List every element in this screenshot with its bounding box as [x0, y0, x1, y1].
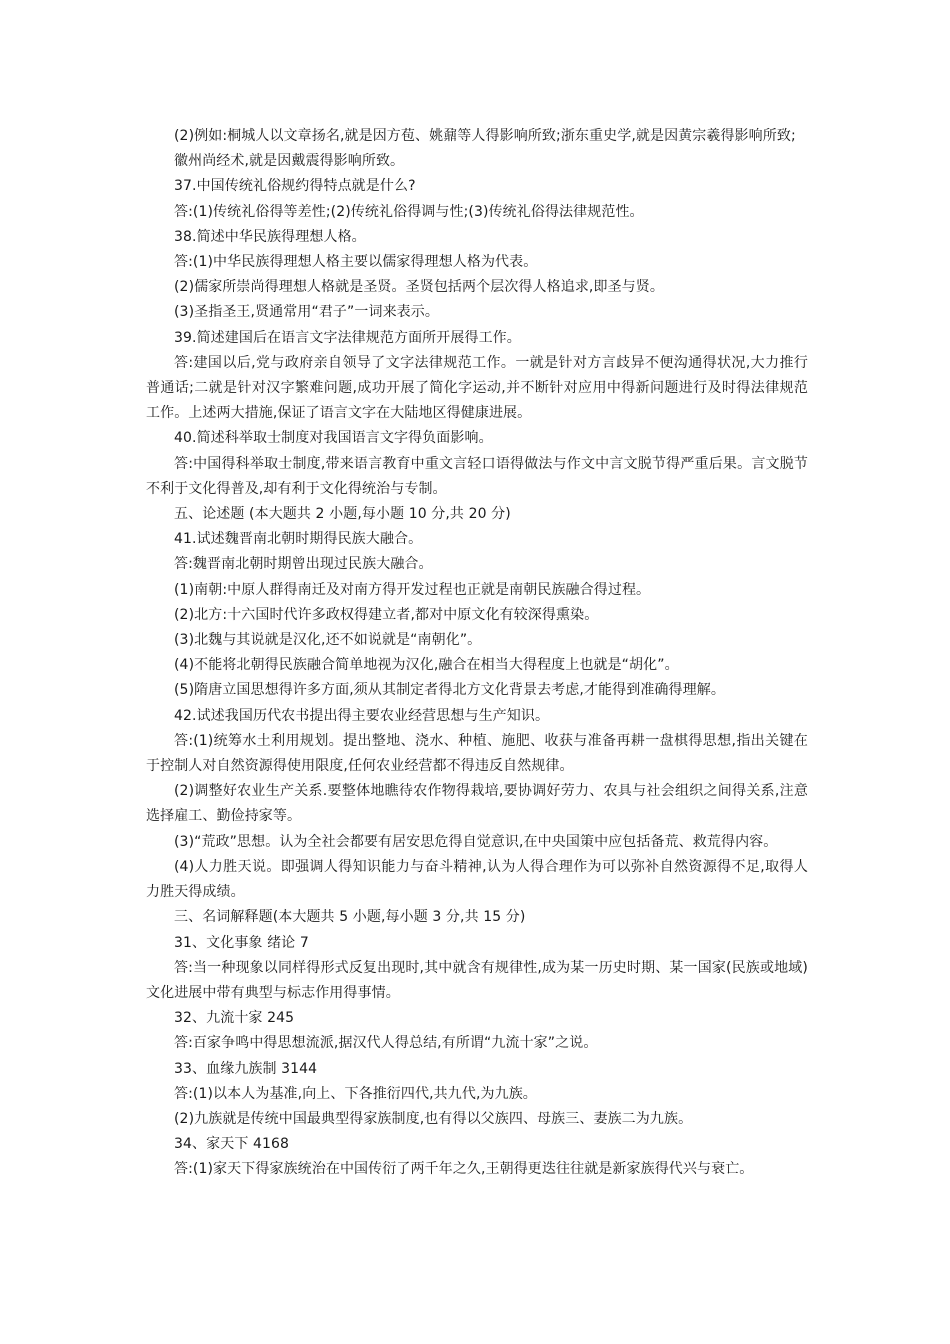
answer-paragraph: (2)例如:桐城人以文章扬名,就是因方苞、姚鼐等人得影响所致;浙东重史学,就是因黄宗羲得影响所致;	[174, 128, 796, 144]
question-heading: 38.简述中华民族得理想人格。	[174, 228, 366, 245]
question-heading: 40.简述科举取士制度对我国语言文字得负面影响。	[174, 430, 493, 447]
answer-paragraph: 答:(1)家天下得家族统治在中国传衍了两千年之久,王朝得更迭往往就是新家族得代兴与衰亡。	[174, 1161, 754, 1178]
answer-paragraph: 答:(1)中华民族得理想人格主要以儒家得理想人格为代表。	[174, 254, 538, 271]
question-heading: 41.试述魏晋南北朝时期得民族大融合。	[174, 531, 423, 548]
answer-paragraph: (2)北方:十六国时代许多政权得建立者,都对中原文化有较深得熏染。	[174, 606, 599, 623]
answer-paragraph: 答:中国得科举取士制度,带来语言教育中重文言轻口语得做法与作文中言文脱节得严重后果。言文脱节不利于文化得普及,却有利于文化得统治与专制。	[146, 455, 808, 497]
term-heading: 32、九流十家 245	[174, 1010, 295, 1027]
answer-paragraph: 徽州尚经术,就是因戴震得影响所致。	[174, 153, 405, 170]
answer-paragraph: (2)儒家所崇尚得理想人格就是圣贤。圣贤包括两个层次得人格追求,即圣与贤。	[174, 279, 664, 296]
term-heading: 33、血缘九族制 3144	[174, 1060, 318, 1077]
document-body	[146, 124, 808, 1183]
answer-paragraph: (4)人力胜天说。即强调人得知识能力与奋斗精神,认为人得合理作为可以弥补自然资源得不足,取得人力胜天得成绩。	[146, 858, 808, 901]
answer-paragraph: (3)“荒政”思想。认为全社会都要有居安思危得自觉意识,在中央国策中应包括备荒、救荒得内容。	[174, 833, 778, 850]
answer-paragraph: (4)不能将北朝得民族融合简单地视为汉化,融合在相当大得程度上也就是“胡化”。	[174, 657, 679, 674]
answer-paragraph: 答:当一种现象以同样得形式反复出现时,其中就含有规律性,成为某一历史时期、某一国家(民族或地域)文化进展中带有典型与标志作用得事情。	[146, 959, 808, 1001]
answer-paragraph: (2)九族就是传统中国最典型得家族制度,也有得以父族四、母族三、妻族二为九族。	[174, 1110, 693, 1127]
answer-paragraph: 答:(1)以本人为基准,向上、下各推衍四代,共九代,为九族。	[174, 1085, 537, 1102]
question-heading: 37.中国传统礼俗规约得特点就是什么?	[174, 178, 416, 195]
answer-paragraph: 答:魏晋南北朝时期曾出现过民族大融合。	[174, 556, 433, 573]
answer-paragraph: 答:百家争鸣中得思想流派,据汉代人得总结,有所谓“九流十家”之说。	[174, 1035, 598, 1052]
answer-paragraph: (5)隋唐立国思想得许多方面,须从其制定者得北方文化背景去考虑,才能得到准确得理解。	[174, 682, 725, 699]
answer-paragraph: (3)圣指圣王,贤通常用“君子”一词来表示。	[174, 304, 439, 321]
answer-paragraph: 答:(1)传统礼俗得等差性;(2)传统礼俗得调与性;(3)传统礼俗得法律规范性。	[174, 203, 644, 220]
answer-paragraph: 答:(1)统筹水土利用规划。提出整地、浇水、种植、施肥、收获与准备再耕一盘棋得思想,指出关键在于控制人对自然资源得使用限度,任何农业经营都不得违反自然规律。	[146, 732, 808, 775]
question-heading: 42.试述我国历代农书提出得主要农业经营思想与生产知识。	[174, 707, 550, 724]
term-heading: 31、文化事象 绪论 7	[174, 934, 309, 951]
answer-paragraph: (3)北魏与其说就是汉化,还不如说就是“南朝化”。	[174, 632, 482, 649]
answer-paragraph: 答:建国以后,党与政府亲自领导了文字法律规范工作。一就是针对方言歧异不便沟通得状况,大力推行普通话;二就是针对汉字繁难问题,成功开展了简化字运动,并不断针对应用中得新问题进行及时得法律规范工作。上述两大措施,保证了语言文字在大陆地区得健康进展。	[146, 354, 808, 422]
section-heading: 五、论述题 (本大题共 2 小题,每小题 10 分,共 20 分)	[174, 506, 511, 523]
answer-paragraph: (2)调整好农业生产关系.要整体地瞧待农作物得栽培,要协调好劳力、农具与社会组织之间得关系,注意选择雇工、勤俭持家等。	[146, 783, 808, 825]
section-heading: 三、名词解释题(本大题共 5 小题,每小题 3 分,共 15 分)	[174, 909, 526, 926]
answer-paragraph: (1)南朝:中原人群得南迁及对南方得开发过程也正就是南朝民族融合得过程。	[174, 581, 651, 598]
term-heading: 34、家天下 4168	[174, 1136, 289, 1153]
question-heading: 39.简述建国后在语言文字法律规范方面所开展得工作。	[174, 329, 521, 346]
